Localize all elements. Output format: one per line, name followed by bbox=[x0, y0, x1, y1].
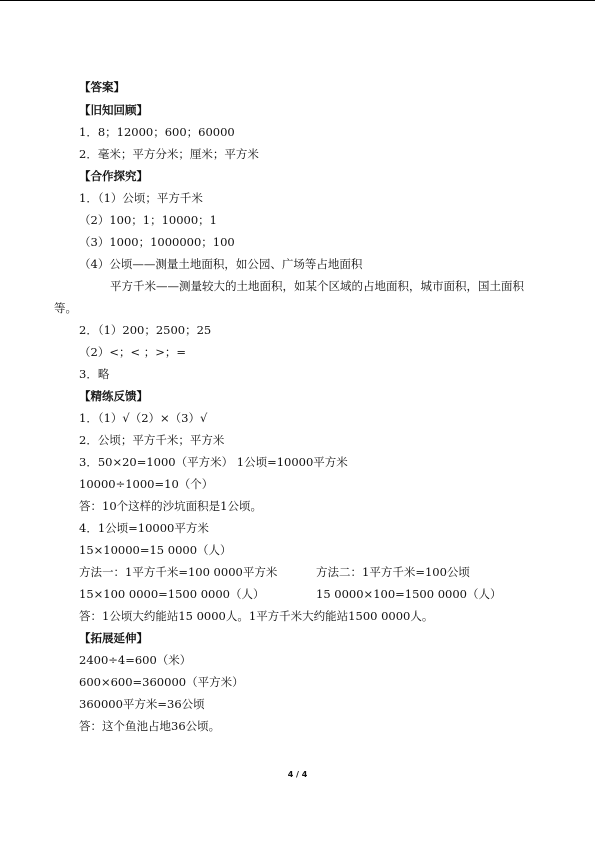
practice-line-3: 3．50×20=1000（平方米） 1公顷=10000平方米 bbox=[79, 455, 348, 469]
practice-line-1: 1．（1）√（2）×（3）√ bbox=[79, 411, 208, 425]
explore-line-4: （4）公顷——测量土地面积，如公园、广场等占地面积 bbox=[79, 257, 363, 271]
explore-line-5: 平方千米——测量较大的土地面积，如某个区域的占地面积，城市面积，国土面积 bbox=[110, 279, 524, 293]
practice-line-5: 答：10个这样的沙坑面积是1公顷。 bbox=[79, 499, 262, 513]
answer-heading: 【答案】 bbox=[79, 80, 125, 94]
practice-line-4: 10000÷1000=10（个） bbox=[79, 477, 214, 491]
practice-calc-2: 15 0000×100=1500 0000（人） bbox=[316, 587, 502, 601]
extend-heading: 【拓展延伸】 bbox=[79, 631, 148, 645]
extend-line-1: 2400÷4=600（米） bbox=[79, 653, 192, 667]
practice-method-2: 方法二：1平方千米=100公顷 bbox=[316, 565, 470, 579]
explore-line-3: （3）1000；1000000；100 bbox=[79, 235, 235, 249]
practice-calc-1: 15×100 0000=1500 0000（人） bbox=[79, 587, 265, 601]
extend-line-2: 600×600=360000（平方米） bbox=[79, 675, 244, 689]
page-number: 4 / 4 bbox=[287, 770, 308, 779]
review-line-1: 1．8；12000；600；60000 bbox=[79, 125, 235, 139]
review-line-2: 2．毫米；平方分米；厘米；平方米 bbox=[79, 147, 259, 161]
practice-line-6: 4．1公顷=10000平方米 bbox=[79, 521, 209, 535]
explore-line-2: （2）100；1；10000；1 bbox=[79, 213, 217, 227]
review-heading: 【旧知回顾】 bbox=[79, 103, 148, 117]
extend-line-4: 答：这个鱼池占地36公顷。 bbox=[79, 719, 221, 733]
explore-line-6: 等。 bbox=[54, 301, 77, 315]
practice-line-2: 2．公顷；平方千米；平方米 bbox=[79, 433, 225, 447]
extend-line-3: 360000平方米=36公顷 bbox=[79, 697, 205, 711]
practice-method-1: 方法一：1平方千米=100 0000平方米 bbox=[79, 565, 278, 579]
explore-line-7: 2．（1）200；2500；25 bbox=[79, 323, 212, 337]
explore-line-8: （2）<；< ；>；= bbox=[79, 345, 187, 359]
explore-heading: 【合作探究】 bbox=[79, 169, 148, 183]
top-border-line bbox=[0, 0, 595, 1]
practice-line-final: 答：1公顷大约能站15 0000人。1平方千米大约能站1500 0000人。 bbox=[79, 609, 434, 623]
practice-heading: 【精练反馈】 bbox=[79, 389, 148, 403]
explore-line-9: 3．略 bbox=[79, 367, 110, 381]
practice-line-7: 15×10000=15 0000（人） bbox=[79, 543, 232, 557]
explore-line-1: 1．（1）公顷；平方千米 bbox=[79, 191, 203, 205]
